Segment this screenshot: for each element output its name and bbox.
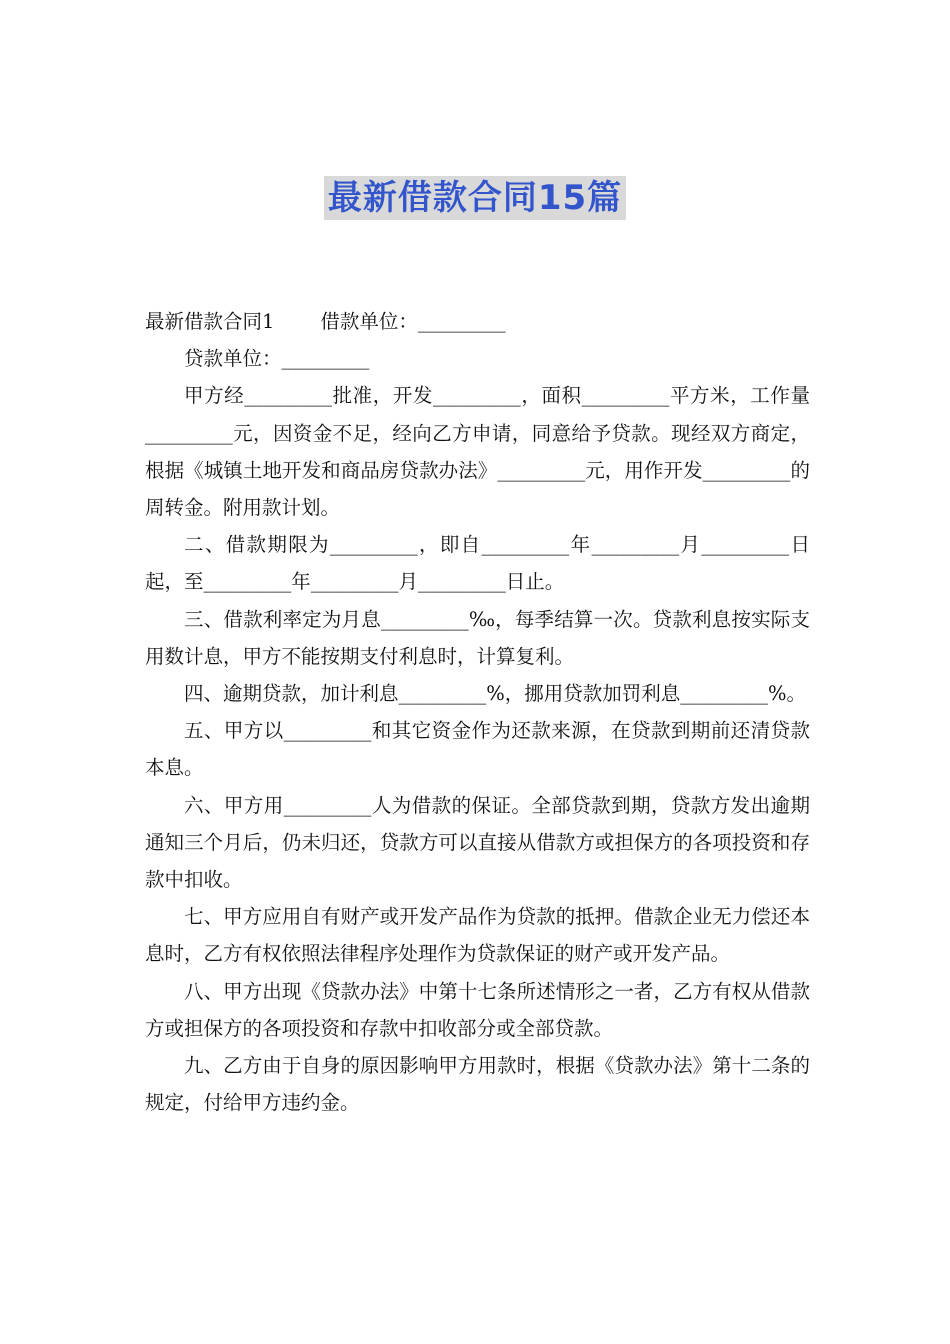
document-title: 最新借款合同15篇 (324, 176, 626, 220)
contract-heading-line (145, 303, 810, 340)
paragraph-mortgage: 七、甲方应用自有财产或开发产品作为贷款的抵押。借款企业无力偿还本息时，乙方有权依照法律程序处理作为贷款保证的财产或开发产品。 (145, 905, 810, 966)
paragraph-repayment-source: 五、甲方以_________和其它资金作为还款来源，在贷款到期前还清贷款本息。 (145, 719, 810, 780)
document-body (145, 303, 810, 1121)
contract-heading: 最新借款合同1 (145, 310, 275, 333)
paragraph-term: 二、借款期限为_________，即自_________年_________月_________日起，至_________年_________月_________日止。 (145, 533, 810, 594)
borrower-unit-line: 借款单位：_________ (320, 310, 506, 333)
paragraph-penalty: 九、乙方由于自身的原因影响甲方用款时，根据《贷款办法》第十二条的规定，付给甲方违约金。 (145, 1054, 810, 1115)
paragraph-deduction: 八、甲方出现《贷款办法》中第十七条所述情形之一者，乙方有权从借款方或担保方的各项投资和存款中扣收部分或全部贷款。 (145, 979, 810, 1040)
lender-unit-line: 贷款单位：_________ (184, 347, 370, 371)
paragraph-guarantee: 六、甲方用_________人为借款的保证。全部贷款到期，贷款方发出逾期通知三个月后，仍未归还，贷款方可以直接从借款方或担保方的各项投资和存款中扣收。 (145, 793, 810, 892)
paragraph-intro: 甲方经_________批准，开发_________，面积_________平方米，工作量_________元，因资金不足，经向乙方申请，同意给予贷款。现经双方商定，根据《城镇土地开发和商品房贷款办法》_________元，用作开发_________的周转金。附用款计划。 (145, 384, 810, 520)
paragraph-interest-rate: 三、借款利率定为月息_________‰，每季结算一次。贷款利息按实际支用数计息，甲方不能按期支付利息时，计算复利。 (145, 607, 810, 668)
paragraph-overdue: 四、逾期贷款，加计利息_________%，挪用贷款加罚利息_________%。 (184, 682, 807, 706)
title-container (0, 176, 950, 220)
